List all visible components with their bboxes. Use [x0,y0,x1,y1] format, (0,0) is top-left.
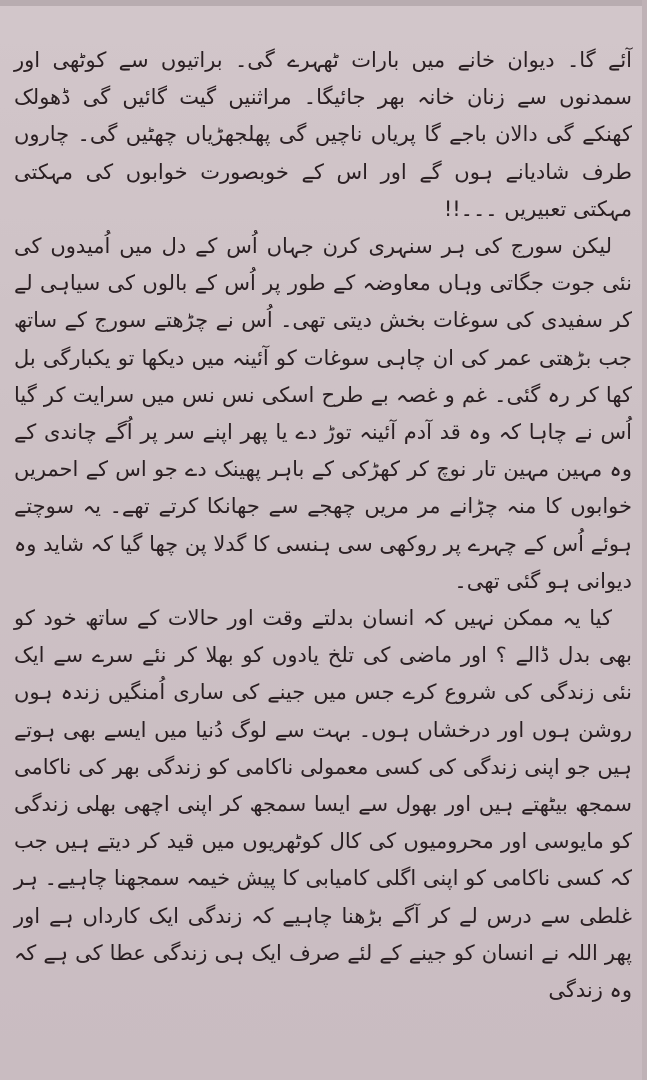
page-right-edge [642,0,647,1080]
paragraph-3: کیا یہ ممکن نہیں کہ انسان بدلتے وقت اور حالات کے ساتھ خود کو بھی بدل ڈالے ؟ اور ماضی کی تلخ یادوں کو بھلا کر نئے سرے سے ایک نئی زندگی کی شروع کرے جس میں جینے کی ساری اُمنگیں زندہ ہوں روشن ہوں اور درخشاں ہوں۔ بہت سے لوگ دُنیا میں ایسے بھی ہوتے ہیں جو اپنی زندگی کی کسی معمولی ناکامی کو زندگی بھر کی ناکامی سمجھ بیٹھتے ہیں اور بھول سے ایسا سمجھ کر اپنی اچھی بھلی زندگی کو مایوسی اور محرومیوں کی کال کوٹھریوں میں قید کر دیتے ہیں جب کہ کسی ناکامی کو اپنی اگلی کامیابی کا پیش خیمہ سمجھنا چاہیے۔ ہر غلطی سے درس لے کر آگے بڑھنا چاہیے کہ زندگی ایک کارداں ہے اور پھر اللہ نے انسان کو جینے کے لئے صرف ایک ہی زندگی عطا کی ہے کہ وہ زندگی [14,606,632,1003]
urdu-text-block [14,42,632,1009]
paragraph-2: لیکن سورج کی ہر سنہری کرن جہاں اُس کے دل میں اُمیدوں کی نئی جوت جگاتی وہاں معاوضہ کے طور پر اُس کے بالوں کی سیاہی لے کر سفیدی کی سوغات بخش دیتی تھی۔ اُس نے چڑھتے سورج کے ساتھ جب بڑھتی عمر کی ان چاہی سوغات کو آئینہ میں دیکھا تو یکبارگی بل کھا کر رہ گئی۔ غم و غصہ بے طرح اسکی نس نس میں سرایت کر گیا اُس نے چاہا کہ وہ قد آدم آئینہ توڑ دے یا پھر اپنے سر پر اُگے چاندی کے وہ مہین مہین تار نوچ کر کھڑکی کے باہر پھینک دے جو اس کے احمریں خوابوں کا منہ چڑانے مر مریں چھجے سے جھانکا کرتے تھے۔ یہ سوچتے ہوئے اُس کے چہرے پر روکھی سی ہنسی کا گدلا پن چھا گیا کہ شاید وہ دیوانی ہو گئی تھی۔ [14,234,632,593]
page-top-edge [0,0,647,6]
paragraph-1: آئے گا۔ دیوان خانے میں بارات ٹھہرے گی۔ براتیوں سے کوٹھی اور سمدنوں سے زنان خانہ بھر جائیگا۔ مراثنیں گیت گائیں گی ڈھولک کھنکے گی دالان باجے گا پریاں ناچیں گی پھلجھڑیاں چھٹیں گی۔ چاروں طرف شادیانے ہوں گے اور اس کے خوبصورت خوابوں کی مہکتی مہکتی تعبیریں ۔۔۔!! [14,48,632,221]
